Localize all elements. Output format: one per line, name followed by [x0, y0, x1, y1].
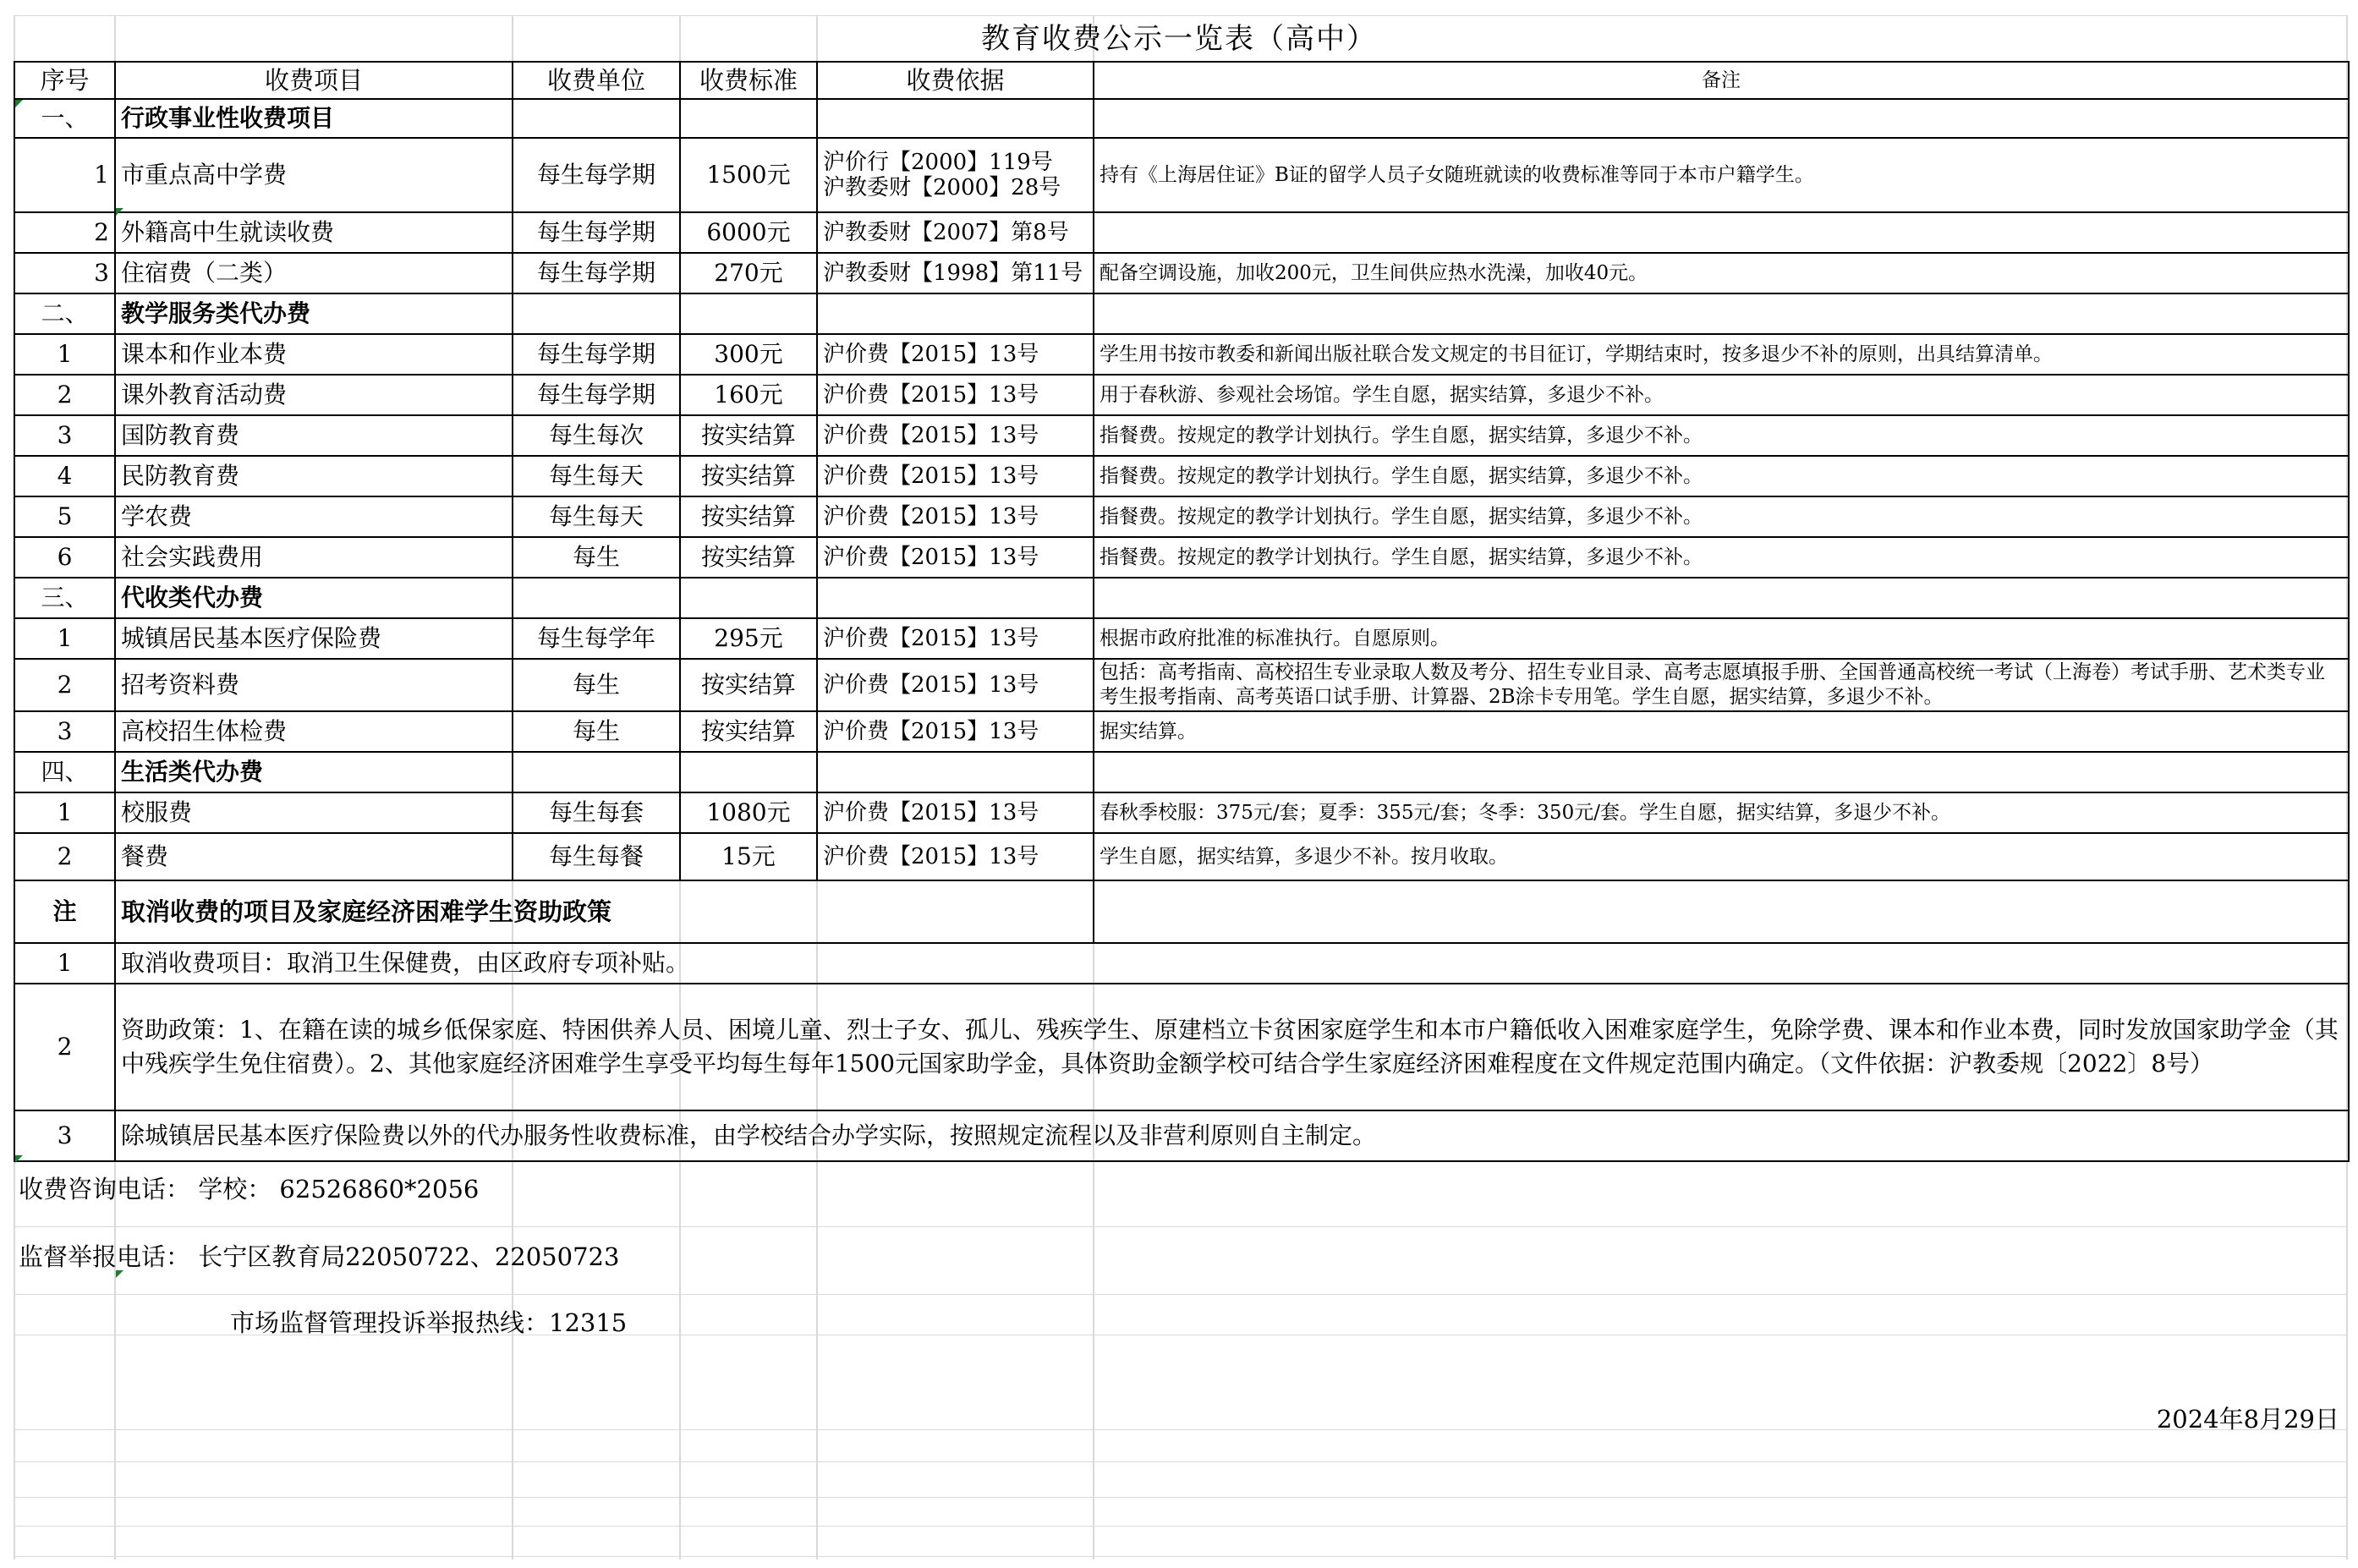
row-number: 3: [14, 711, 115, 752]
fee-basis: 沪价费【2015】13号: [817, 537, 1094, 578]
fee-unit: 每生每学期: [513, 212, 680, 253]
fee-standard: 300元: [680, 334, 817, 375]
fee-basis: 沪价费【2015】13号: [817, 456, 1094, 496]
table-row: [14, 375, 2349, 415]
fee-note: 指餐费。按规定的教学计划执行。学生自愿，据实结算，多退少不补。: [1094, 456, 2349, 496]
fee-item: 校服费: [115, 792, 513, 833]
col-header-standard: 收费标准: [680, 62, 817, 99]
page-title: 教育收费公示一览表（高中）: [981, 22, 1377, 56]
cell-flag-icon: [116, 208, 123, 216]
row-number: 1: [14, 138, 115, 212]
table-row: [14, 659, 2349, 711]
fee-basis: 沪价费【2015】13号: [817, 792, 1094, 833]
row-number: 2: [14, 833, 115, 880]
fee-basis: 沪价费【2015】13号: [817, 496, 1094, 537]
fee-unit: 每生每学期: [513, 138, 680, 212]
fee-standard: 按实结算: [680, 496, 817, 537]
table-row: [14, 711, 2349, 752]
table-row: [14, 253, 2349, 293]
row-number: 2: [14, 375, 115, 415]
section-title: 代收类代办费: [115, 578, 513, 618]
fee-basis: 沪价费【2015】13号: [817, 711, 1094, 752]
fee-unit: 每生每套: [513, 792, 680, 833]
fee-unit: 每生每天: [513, 456, 680, 496]
section-row: [14, 99, 2349, 138]
gridline: [14, 1429, 2348, 1430]
note-number: 1: [14, 943, 115, 984]
fee-unit: 每生每学期: [513, 375, 680, 415]
fee-standard: 1500元: [680, 138, 817, 212]
market-hotline: 市场监督管理投诉举报热线：12315: [230, 1308, 628, 1337]
fee-standard: 295元: [680, 618, 817, 659]
fee-basis: 沪价费【2015】13号: [817, 375, 1094, 415]
row-number: 3: [14, 415, 115, 456]
fee-table: [14, 61, 2350, 1162]
fee-unit: 每生每餐: [513, 833, 680, 880]
row-number: 4: [14, 456, 115, 496]
fee-basis: 沪价费【2015】13号: [817, 334, 1094, 375]
fee-item: 学农费: [115, 496, 513, 537]
fee-item: 招考资料费: [115, 659, 513, 711]
row-number: 2: [14, 212, 115, 253]
gridline: [14, 1294, 2348, 1295]
fee-item: 课外教育活动费: [115, 375, 513, 415]
note-text: 除城镇居民基本医疗保险费以外的代办服务性收费标准，由学校结合办学实际，按照规定流程以及非营利原则自主制定。: [115, 1110, 2349, 1161]
fee-item: 国防教育费: [115, 415, 513, 456]
fee-basis: 沪价费【2015】13号: [817, 415, 1094, 456]
fee-standard: 6000元: [680, 212, 817, 253]
section-title: 教学服务类代办费: [115, 293, 513, 334]
fee-basis: 沪教委财【2007】第8号: [817, 212, 1094, 253]
note-text: 取消收费项目：取消卫生保健费，由区政府专项补贴。: [115, 943, 2349, 984]
row-number: 5: [14, 496, 115, 537]
gridline: [14, 1497, 2348, 1498]
section-number: 一、: [14, 99, 115, 138]
fee-item: 餐费: [115, 833, 513, 880]
fee-note: [1094, 212, 2349, 253]
fee-standard: 15元: [680, 833, 817, 880]
fee-note: 学生用书按市教委和新闻出版社联合发文规定的书目征订，学期结束时，按多退少不补的原则，出具结算清单。: [1094, 334, 2349, 375]
fee-basis: 沪价费【2015】13号: [817, 833, 1094, 880]
fee-basis: [817, 138, 1094, 212]
note-row: [14, 1110, 2349, 1161]
fee-note: 指餐费。按规定的教学计划执行。学生自愿，据实结算，多退少不补。: [1094, 496, 2349, 537]
fee-item: 高校招生体检费: [115, 711, 513, 752]
fee-note: 指餐费。按规定的教学计划执行。学生自愿，据实结算，多退少不补。: [1094, 537, 2349, 578]
section-title: 生活类代办费: [115, 752, 513, 792]
row-number: 1: [14, 792, 115, 833]
row-number: 2: [14, 659, 115, 711]
fee-unit: 每生: [513, 537, 680, 578]
fee-standard: 1080元: [680, 792, 817, 833]
section-number: 二、: [14, 293, 115, 334]
fee-item: 民防教育费: [115, 456, 513, 496]
fee-item: 市重点高中学费: [115, 138, 513, 212]
table-row: [14, 833, 2349, 880]
col-header-notes: 备注: [1094, 62, 2349, 99]
table-row: [14, 212, 2349, 253]
fee-standard: 按实结算: [680, 415, 817, 456]
notes-label: 注: [14, 880, 115, 943]
fee-note: 学生自愿，据实结算，多退少不补。按月收取。: [1094, 833, 2349, 880]
note-number: 3: [14, 1110, 115, 1161]
note-row: [14, 984, 2349, 1110]
fee-basis: 沪价费【2015】13号: [817, 659, 1094, 711]
fee-item: 课本和作业本费: [115, 334, 513, 375]
col-header-item: 收费项目: [115, 62, 513, 99]
fee-note: 据实结算。: [1094, 711, 2349, 752]
fee-note: 包括：高考指南、高校招生专业录取人数及考分、招生专业目录、高考志愿填报手册、全国普通高校统一考试（上海卷）考试手册、艺术类专业考生报考指南、高考英语口试手册、计算器、2B涂卡专用笔。学生自愿，据实结算，多退少不补。: [1094, 659, 2349, 711]
publish-date: 2024年8月29日: [2156, 1405, 2339, 1434]
fee-unit: 每生每天: [513, 496, 680, 537]
fee-standard: 按实结算: [680, 659, 817, 711]
gridline: [14, 1461, 2348, 1462]
fee-unit: 每生: [513, 659, 680, 711]
table-row: [14, 456, 2349, 496]
section-row: [14, 293, 2349, 334]
gridline: [14, 1526, 2348, 1527]
row-number: 1: [14, 334, 115, 375]
col-header-unit: 收费单位: [513, 62, 680, 99]
fee-note: 用于春秋游、参观社会场馆。学生自愿，据实结算，多退少不补。: [1094, 375, 2349, 415]
note-text: 资助政策：1、在籍在读的城乡低保家庭、特困供养人员、困境儿童、烈士子女、孤儿、残疾学生、原建档立卡贫困家庭学生和本市户籍低收入困难家庭学生，免除学费、课本和作业本费，同时发放国家助学金（其中残疾学生免住宿费）。2、其他家庭经济困难学生享受平均每生每年1500元国家助学金，具体资助金额学校可结合学生家庭经济困难程度在文件规定范围内确定。（文件依据：沪教委规〔2022〕8号）: [115, 984, 2349, 1110]
col-header-no: 序号: [14, 62, 115, 99]
fee-unit: 每生每学年: [513, 618, 680, 659]
fee-note: 指餐费。按规定的教学计划执行。学生自愿，据实结算，多退少不补。: [1094, 415, 2349, 456]
fee-unit: 每生每学期: [513, 334, 680, 375]
cell-flag-icon: [15, 1155, 23, 1163]
section-row: [14, 578, 2349, 618]
gridline: [14, 1556, 2348, 1557]
section-row: [14, 752, 2349, 792]
fee-item: 外籍高中生就读收费: [115, 212, 513, 253]
table-row: [14, 618, 2349, 659]
fee-basis-line: 沪教委财【2000】28号: [823, 175, 1061, 200]
gridline: [14, 1226, 2348, 1227]
fee-standard: 按实结算: [680, 537, 817, 578]
fee-item: 城镇居民基本医疗保险费: [115, 618, 513, 659]
table-row: [14, 334, 2349, 375]
section-number: 三、: [14, 578, 115, 618]
fee-note: 持有《上海居住证》B证的留学人员子女随班就读的收费标准等同于本市户籍学生。: [1094, 138, 2349, 212]
table-row: [14, 496, 2349, 537]
fee-unit: 每生每次: [513, 415, 680, 456]
row-number: 6: [14, 537, 115, 578]
fee-basis: 沪教委财【1998】第11号: [817, 253, 1094, 293]
table-row: [14, 138, 2349, 212]
fee-standard: 270元: [680, 253, 817, 293]
note-row: [14, 943, 2349, 984]
fee-basis: 沪价费【2015】13号: [817, 618, 1094, 659]
col-header-basis: 收费依据: [817, 62, 1094, 99]
fee-note: 春秋季校服：375元/套；夏季：355元/套；冬季：350元/套。学生自愿，据实结算，多退少不补。: [1094, 792, 2349, 833]
row-number: 1: [14, 618, 115, 659]
table-row: [14, 415, 2349, 456]
fee-item: 社会实践费用: [115, 537, 513, 578]
table-row: [14, 792, 2349, 833]
notes-title: 取消收费的项目及家庭经济困难学生资助政策: [115, 880, 1094, 943]
fee-standard: 160元: [680, 375, 817, 415]
section-number: 四、: [14, 752, 115, 792]
note-number: 2: [14, 984, 115, 1110]
fee-standard: 按实结算: [680, 711, 817, 752]
notes-header-row: [14, 880, 2349, 943]
fee-unit: 每生: [513, 711, 680, 752]
section-title: 行政事业性收费项目: [115, 99, 513, 138]
header-row: [14, 62, 2349, 99]
supervise-phone: 监督举报电话： 长宁区教育局22050722、22050723: [19, 1242, 620, 1271]
fee-item: 住宿费（二类）: [115, 253, 513, 293]
consult-phone: 收费咨询电话： 学校： 62526860*2056: [19, 1175, 480, 1203]
fee-note: 根据市政府批准的标准执行。自愿原则。: [1094, 618, 2349, 659]
cell-flag-icon: [15, 100, 23, 107]
fee-standard: 按实结算: [680, 456, 817, 496]
row-number: 3: [14, 253, 115, 293]
fee-note: 配备空调设施，加收200元，卫生间供应热水洗澡，加收40元。: [1094, 253, 2349, 293]
table-row: [14, 537, 2349, 578]
fee-basis-line: 沪价行【2000】119号: [823, 150, 1053, 175]
fee-unit: 每生每学期: [513, 253, 680, 293]
